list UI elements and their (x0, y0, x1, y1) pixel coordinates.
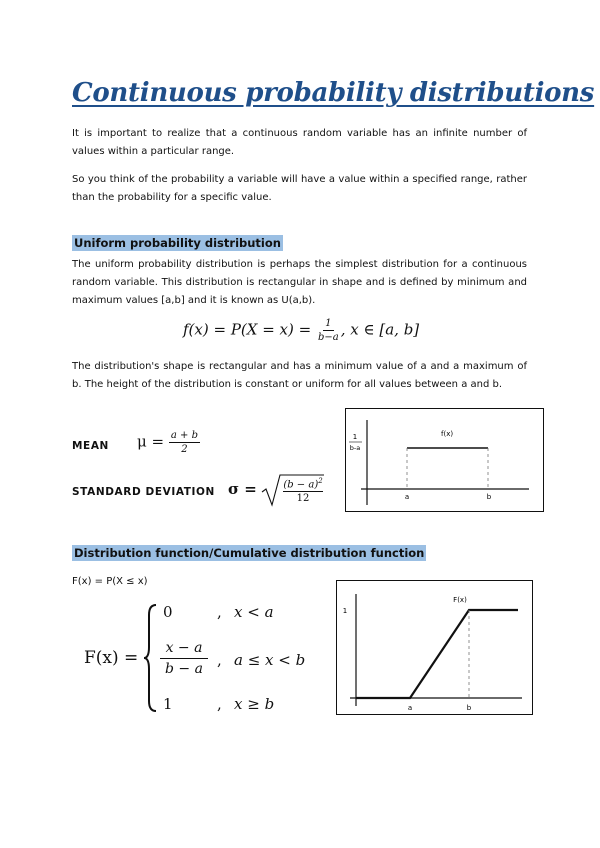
cdf-lhs: F(x) = (84, 648, 139, 668)
sd-symbol: σ = (228, 480, 257, 498)
sd-numerator-wrap (283, 477, 323, 492)
sd-exponent: 2 (318, 477, 323, 485)
uniform-shape-text: The distribution's shape is rectangular and has a minimum value of a and a maximum of b. The height of the distribution is constant or uniform for all values between a and b. (72, 361, 527, 390)
cdf-case3-sep: , (217, 695, 222, 713)
cdf-x-tick-b: b (466, 704, 472, 712)
x-tick-b: b (486, 493, 492, 501)
cdf-definition: F(x) = P(X ≤ x) (72, 576, 148, 587)
intro-paragraph-2: So you think of the probability a variable will have a value within a specified range, rather than the probability for a specific value. (72, 174, 527, 203)
sd-fraction (283, 477, 323, 504)
pdf-lhs: f(x) = P(X = x) = (183, 320, 312, 339)
sd-denominator: 12 (296, 493, 310, 505)
mean-label: MEAN (72, 440, 109, 452)
uniform-pdf-formula (183, 318, 419, 343)
pdf-denominator: b−a (317, 332, 339, 343)
mean-denominator: 2 (181, 444, 188, 455)
cdf-case1-sep: , (217, 603, 222, 621)
cdf-curve-label: F(x) (453, 596, 467, 604)
pdf-numerator: 1 (325, 318, 332, 329)
cdf-y-tick-1: 1 (342, 607, 348, 615)
cdf-case3-cond: x ≥ b (234, 695, 275, 713)
cdf-case2-sep: , (217, 651, 222, 669)
graph-frame (346, 409, 544, 512)
cdf-case2-fraction (160, 640, 208, 677)
cdf-section-heading: Distribution function/Cumulative distribution function (74, 546, 425, 560)
curve-label: f(x) (441, 430, 454, 438)
mean-symbol: μ = (137, 432, 165, 451)
cdf-x-tick-a: a (407, 704, 413, 712)
pdf-rhs: , x ∈ [a, b] (340, 320, 420, 339)
mean-fraction (169, 430, 200, 455)
sd-numerator: (b − a) (283, 479, 319, 491)
intro-paragraph-1: It is important to realize that a continuous random variable has an infinite number of values within a particular range. (72, 128, 527, 157)
cdf-case2-cond: a ≤ x < b (234, 651, 306, 669)
x-tick-a: a (404, 493, 410, 501)
pdf-fraction (316, 318, 341, 343)
cdf-case2-denominator: b − a (165, 661, 203, 677)
cdf-case1-value: 0 (163, 603, 173, 621)
cdf-graph (336, 580, 534, 716)
uniform-section-heading: Uniform probability distribution (74, 236, 281, 250)
cdf-case1-cond: x < a (234, 603, 274, 621)
cdf-case2-numerator: x − a (160, 640, 208, 659)
mean-numerator: a + b (170, 430, 198, 441)
sd-label: STANDARD DEVIATION (72, 486, 215, 498)
cdf-graph-frame (337, 581, 533, 715)
mean-formula (137, 430, 200, 455)
cdf-brace (143, 603, 159, 713)
y-label-denominator: b-a (349, 444, 361, 452)
page-title: Continuous probability distributions (72, 78, 595, 108)
uniform-description: The uniform probability distribution is perhaps the simplest distribution for a continuous random variable. This distribution is rectangular in shape and is defined by minimum and maximum values [a,b] and it is known as U(a,b). (72, 259, 527, 306)
y-label-numerator: 1 (352, 433, 358, 441)
uniform-pdf-graph (345, 408, 545, 513)
cdf-case3-value: 1 (163, 695, 173, 713)
